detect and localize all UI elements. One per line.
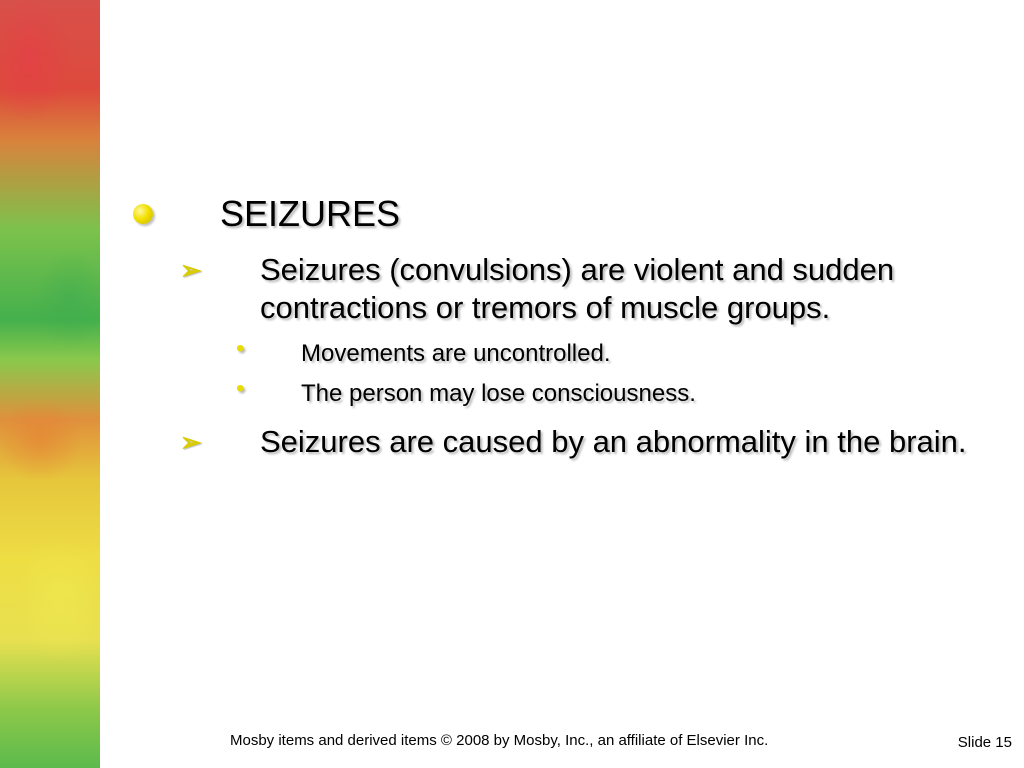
yellow-small-dot-icon: • bbox=[236, 375, 245, 402]
yellow-small-dot-icon: • bbox=[236, 335, 245, 362]
bullet-text: Seizures are caused by an abnormality in the brain. bbox=[260, 424, 967, 459]
yellow-arrow-icon: ➢ bbox=[180, 255, 202, 285]
bullet-text: The person may lose consciousness. bbox=[301, 380, 696, 407]
heading-text: SEIZURES bbox=[220, 193, 401, 234]
yellow-arrow-icon: ➢ bbox=[180, 427, 202, 457]
bullet-text: Seizures (convulsions) are violent and sudden contractions or tremors of muscle groups. bbox=[260, 252, 895, 325]
bullet-text: Movements are uncontrolled. bbox=[301, 340, 611, 367]
yellow-dot-icon bbox=[133, 204, 153, 224]
slide-number: Slide 15 bbox=[957, 734, 1012, 751]
footer-copyright: Mosby items and derived items © 2008 by Mosby, Inc., an affiliate of Elsevier Inc. bbox=[230, 732, 769, 749]
